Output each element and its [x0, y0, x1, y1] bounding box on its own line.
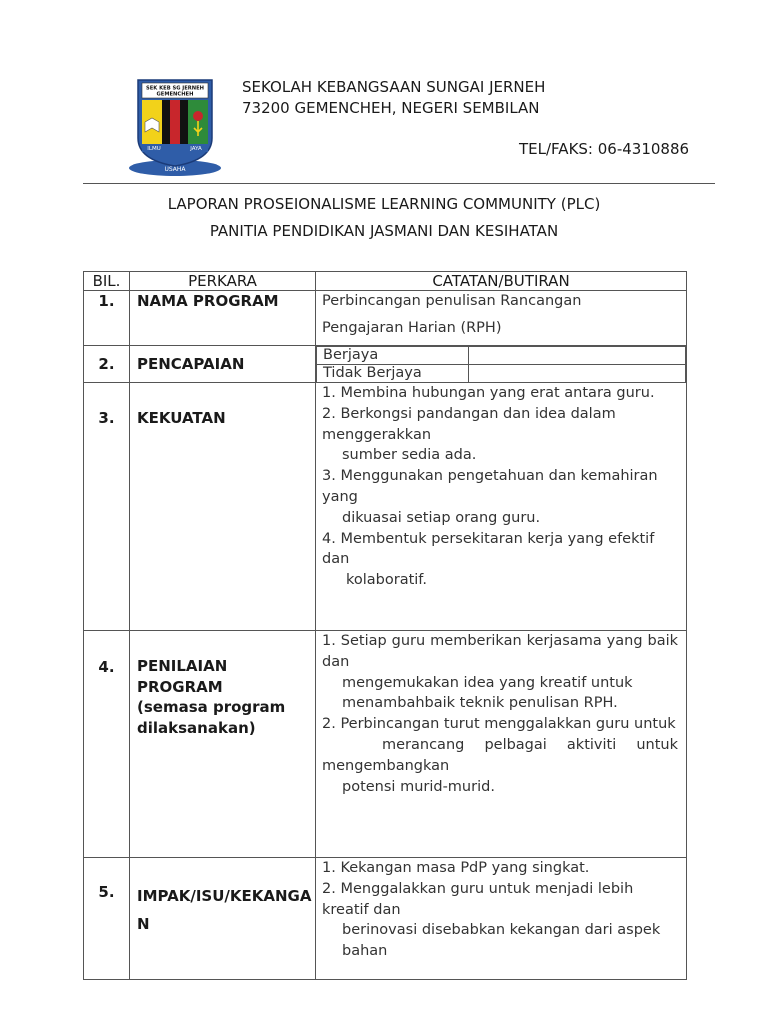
option-row — [317, 365, 686, 383]
row-item: KEKUATAN — [130, 383, 316, 631]
row-item-note: (semasa program dilaksanakan) — [137, 698, 286, 737]
detail-line: 1. Membina hubungan yang erat antara guru. — [322, 385, 655, 401]
row-item: NAMA PROGRAM — [130, 291, 316, 346]
detail-line: berinovasi disebabkan kekangan dari aspek bahan — [342, 922, 661, 960]
row-number: 1. — [84, 291, 130, 346]
logo-ribbon-text: USAHA — [164, 166, 186, 173]
report-title: LAPORAN PROSEIONALISME LEARNING COMMUNITY (PLC) — [167, 195, 601, 213]
option-row — [317, 347, 686, 365]
table-row — [84, 631, 687, 858]
header-bil: BIL. — [84, 272, 130, 291]
detail-line: 1. Setiap guru memberikan kerjasama yang baik dan — [322, 633, 678, 670]
detail-line: 2. Menggalakkan guru untuk menjadi lebih kreatif dan — [322, 880, 634, 918]
detail-line: Perbincangan penulisan Rancangan — [322, 293, 582, 309]
row-item: PENCAPAIAN — [130, 346, 316, 383]
detail-line: kolaboratif. — [346, 572, 427, 589]
table-header-row — [84, 272, 687, 291]
option-tidak-berjaya-mark[interactable] — [469, 365, 686, 383]
detail-line: mengemukakan idea yang kreatif untuk — [342, 674, 633, 691]
detail-line: 2. Perbincangan turut menggalakkan guru untuk — [322, 716, 676, 733]
header-perkara: PERKARA — [130, 272, 316, 291]
school-name: SEKOLAH KEBANGSAAN SUNGAI JERNEH — [242, 78, 546, 96]
option-berjaya: Berjaya — [317, 347, 469, 365]
svg-text:JAYA: JAYA — [190, 146, 202, 152]
school-logo — [124, 76, 226, 180]
school-address: 73200 GEMENCHEH, NEGERI SEMBILAN — [242, 99, 540, 117]
row-number: 5. — [84, 858, 130, 980]
table-row — [84, 858, 687, 980]
table-row — [84, 346, 687, 383]
row-details — [316, 631, 687, 858]
detail-line: dikuasai setiap orang guru. — [342, 509, 541, 526]
option-tidak-berjaya: Tidak Berjaya — [317, 365, 469, 383]
row-details — [316, 383, 687, 631]
detail-line: Pengajaran Harian (RPH) — [322, 320, 502, 336]
row-number: 3. — [84, 383, 130, 631]
row-details — [316, 291, 687, 346]
header-divider — [83, 183, 715, 184]
plc-report-table — [83, 271, 687, 980]
svg-text:ILMU: ILMU — [147, 146, 161, 152]
svg-text:GEMENCHEH: GEMENCHEH — [156, 91, 194, 98]
detail-line: menambahbaik teknik penulisan RPH. — [342, 695, 618, 712]
school-telfax: TEL/FAKS: 06-4310886 — [519, 140, 690, 158]
table-row — [84, 291, 687, 346]
detail-line: 2. Berkongsi pandangan dan idea dalam menggerakkan — [322, 405, 616, 443]
table-row — [84, 383, 687, 631]
svg-text:SEK KEB SG JERNEH: SEK KEB SG JERNEH — [146, 85, 204, 92]
detail-line: merancang pelbagai aktiviti untuk mengembangkan — [322, 736, 678, 774]
report-subtitle: PANITIA PENDIDIKAN JASMANI DAN KESIHATAN — [209, 222, 559, 240]
option-berjaya-mark[interactable] — [469, 347, 686, 365]
header-catatan: CATATAN/BUTIRAN — [316, 272, 687, 291]
detail-line: sumber sedia ada. — [342, 447, 477, 464]
achievement-options — [316, 346, 687, 383]
row-details — [316, 858, 687, 980]
detail-line: 3. Menggunakan pengetahuan dan kemahiran yang — [322, 468, 658, 505]
detail-line: 4. Membentuk persekitaran kerja yang efektif dan — [322, 530, 655, 568]
achievement-options-table — [316, 346, 686, 382]
row-number: 2. — [84, 346, 130, 383]
row-number: 4. — [84, 631, 130, 858]
row-item: IMPAK/ISU/KEKANGAN — [130, 858, 316, 980]
row-item-group — [130, 631, 316, 858]
detail-line: 1. Kekangan masa PdP yang singkat. — [322, 860, 590, 876]
row-item: PENILAIAN PROGRAM — [137, 657, 228, 696]
detail-line: potensi murid-murid. — [342, 778, 495, 795]
